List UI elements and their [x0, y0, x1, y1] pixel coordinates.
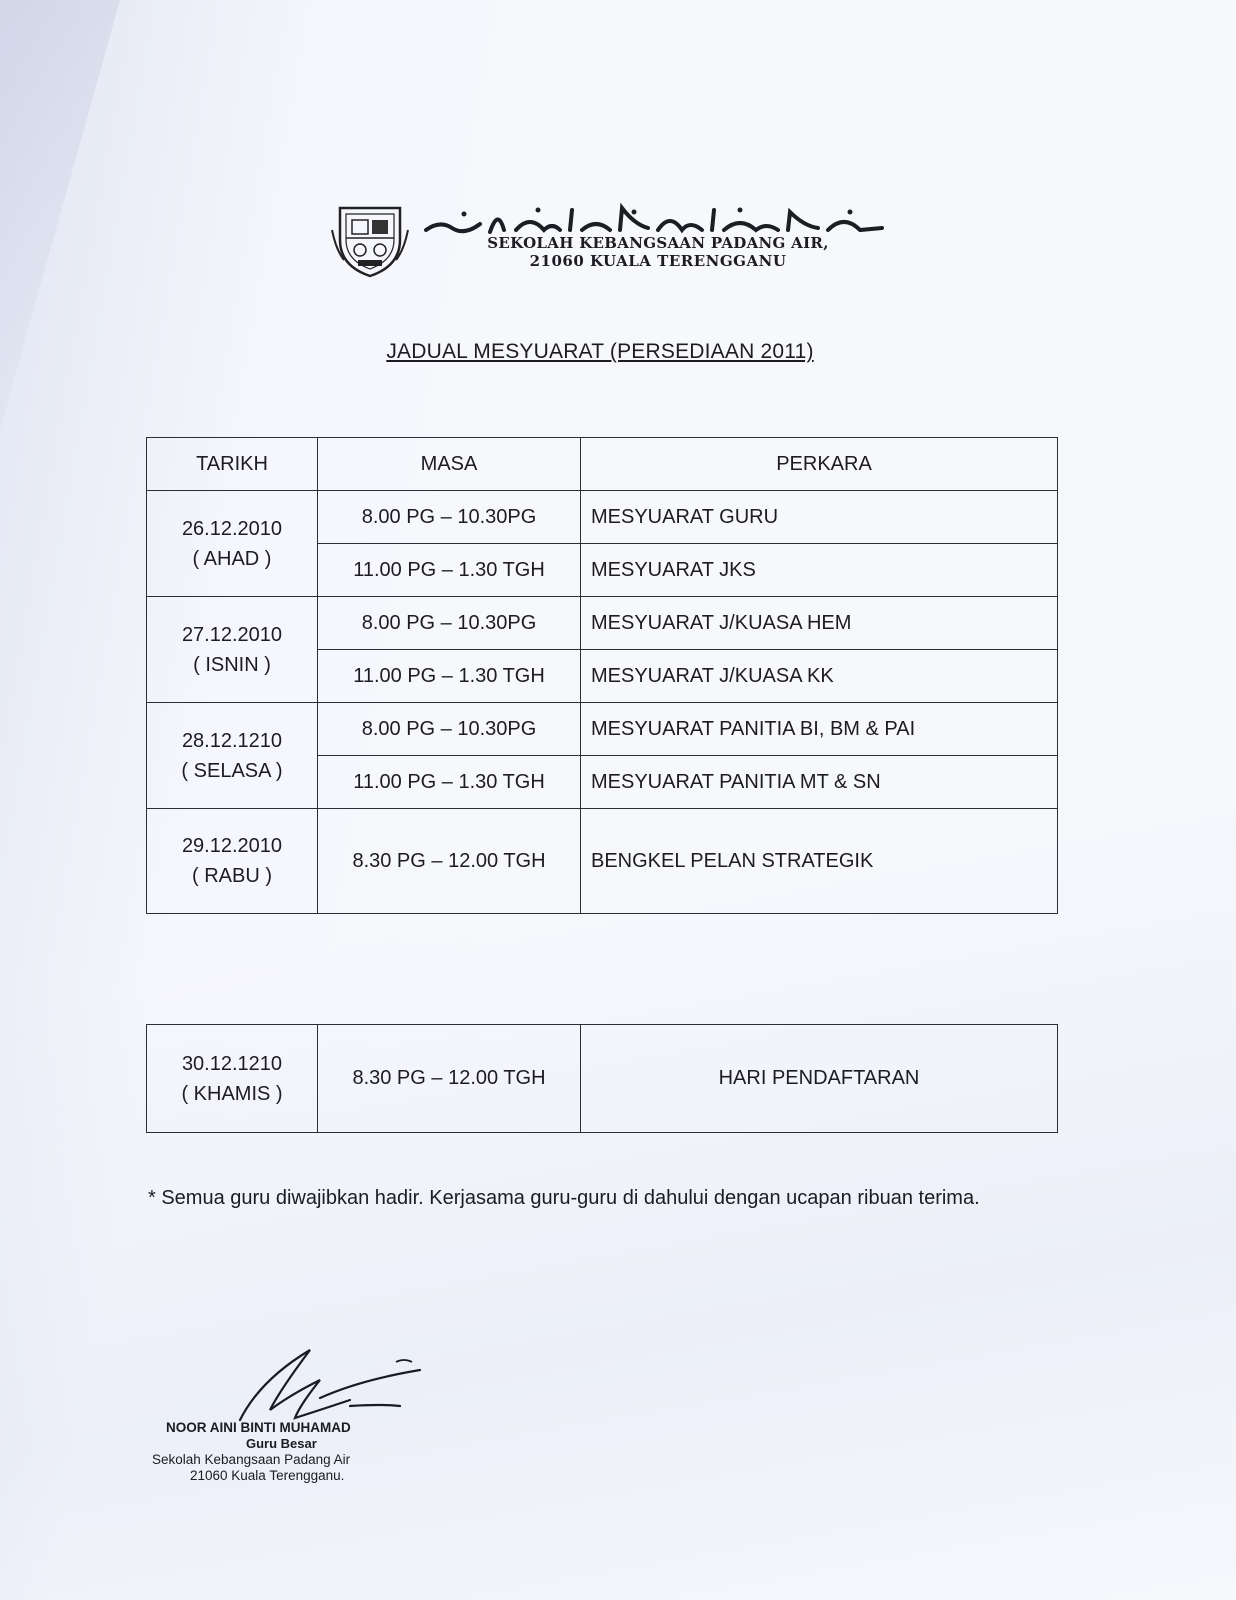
table-row — [147, 703, 1058, 756]
letterhead — [330, 200, 890, 280]
signatory-address: 21060 Kuala Terengganu. — [190, 1468, 345, 1483]
date-text: 28.12.1210 — [181, 729, 283, 752]
agenda-cell: MESYUARAT J/KUASA HEM — [581, 597, 1058, 650]
agenda-cell: MESYUARAT GURU — [581, 491, 1058, 544]
date-text: 29.12.2010 — [181, 835, 283, 857]
day-text: ( KHAMIS ) — [181, 1082, 283, 1105]
day-text: ( RABU ) — [192, 865, 272, 887]
date-cell — [147, 491, 318, 597]
signatory-role: Guru Besar — [246, 1436, 317, 1451]
header-masa: MASA — [318, 438, 581, 491]
handwritten-signature — [200, 1340, 440, 1430]
table-row — [147, 809, 1058, 914]
table-header-row — [147, 438, 1058, 491]
date-text: 26.12.2010 — [181, 517, 283, 540]
time-cell: 11.00 PG – 1.30 TGH — [318, 756, 581, 809]
time-cell: 11.00 PG – 1.30 TGH — [318, 650, 581, 703]
school-name: SEKOLAH KEBANGSAAN PADANG AIR, — [487, 234, 829, 252]
date-cell — [147, 703, 318, 809]
signature-block — [150, 1340, 450, 1500]
time-cell: 8.00 PG – 10.30PG — [318, 703, 581, 756]
table-row — [147, 597, 1058, 650]
agenda-cell: MESYUARAT PANITIA MT & SN — [581, 756, 1058, 809]
day-text: ( AHAD ) — [192, 547, 272, 570]
agenda-cell: MESYUARAT PANITIA BI, BM & PAI — [581, 703, 1058, 756]
document-title: JADUAL MESYUARAT (PERSEDIAAN 2011) — [386, 340, 814, 363]
date-cell — [147, 809, 318, 914]
header-tarikh: TARIKH — [147, 438, 318, 491]
time-cell: 11.00 PG – 1.30 TGH — [318, 544, 581, 597]
school-address: 21060 KUALA TERENGGANU — [529, 252, 787, 270]
agenda-cell: MESYUARAT JKS — [581, 544, 1058, 597]
agenda-cell: HARI PENDAFTARAN — [581, 1025, 1058, 1133]
day-text: ( ISNIN ) — [193, 653, 271, 676]
time-cell: 8.00 PG – 10.30PG — [318, 597, 581, 650]
table-row — [147, 1025, 1058, 1133]
meeting-schedule-table — [146, 437, 1058, 914]
school-crest-icon — [330, 200, 410, 278]
agenda-cell: BENGKEL PELAN STRATEGIK — [581, 809, 1058, 914]
attendance-note: * Semua guru diwajibkan hadir. Kerjasama guru-guru di dahului dengan ucapan ribuan terima. — [148, 1187, 980, 1209]
date-text: 27.12.2010 — [181, 623, 283, 646]
time-cell: 8.30 PG – 12.00 TGH — [318, 1025, 581, 1133]
day-text: ( SELASA ) — [181, 759, 283, 782]
signatory-name: NOOR AINI BINTI MUHAMAD — [166, 1420, 351, 1435]
date-cell — [147, 1025, 318, 1133]
time-cell: 8.00 PG – 10.30PG — [318, 491, 581, 544]
agenda-cell: MESYUARAT J/KUASA KK — [581, 650, 1058, 703]
table-row — [147, 491, 1058, 544]
time-cell: 8.30 PG – 12.00 TGH — [318, 809, 581, 914]
registration-table — [146, 1024, 1058, 1133]
header-perkara: PERKARA — [581, 438, 1058, 491]
date-cell — [147, 597, 318, 703]
date-text: 30.12.1210 — [181, 1052, 283, 1075]
signatory-school: Sekolah Kebangsaan Padang Air — [152, 1452, 351, 1467]
